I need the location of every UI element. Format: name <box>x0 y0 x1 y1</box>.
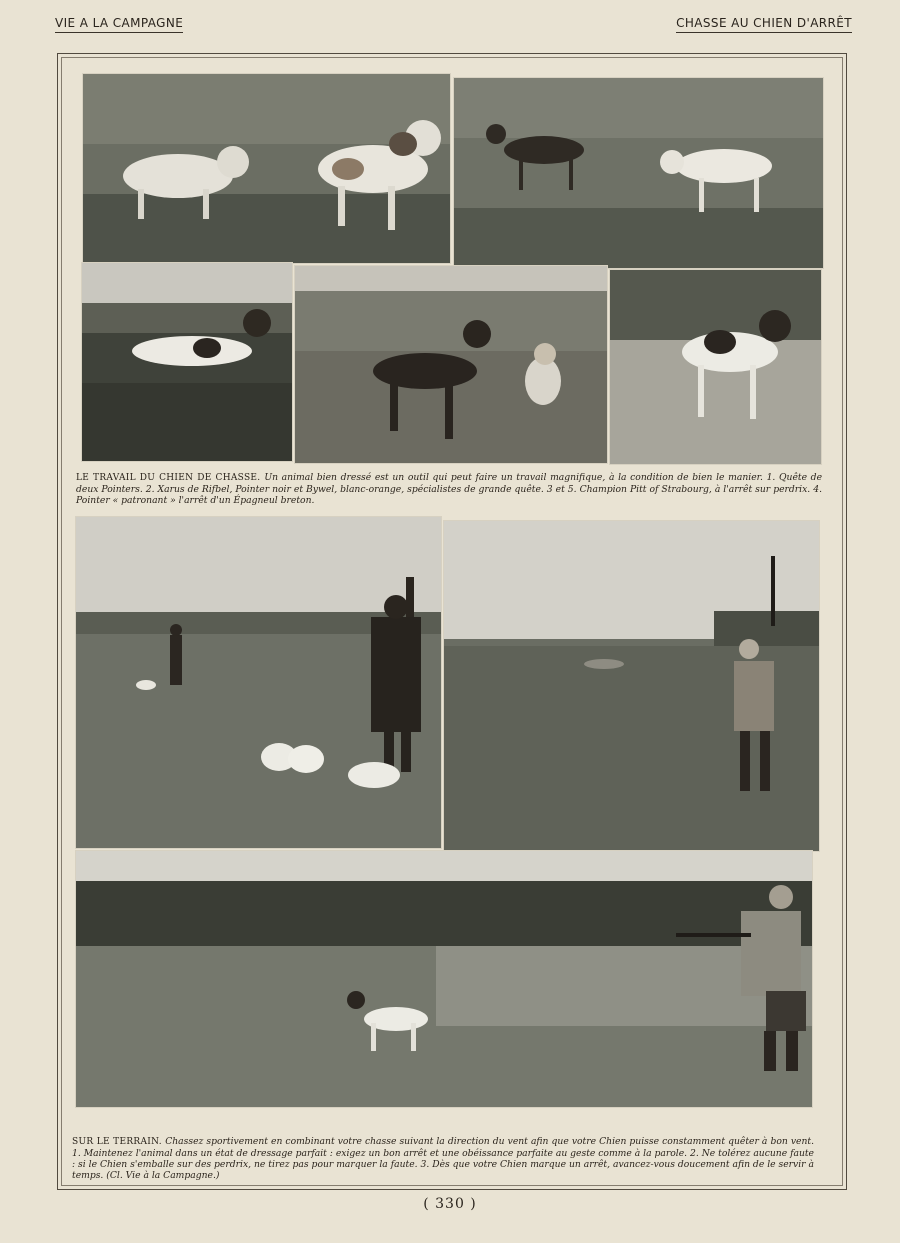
caption-dog-work-text: Un animal bien dressé est un outil qui peut faire un travail magnifique, à la condition de bien le manier. 1. Quête de deux Pointers. 2. Xarus de Rifbel, Pointer noir et Bywel, blanc-orange, spécialistes de grande quête. 3 et 5. Champion Pitt of Strabourg, à l'arrêt sur perdrix. 4. Pointer « patronant » l'arrêt d'un Épagneul breton. <box>76 472 823 506</box>
caption-dog-work <box>76 472 822 506</box>
caption-in-the-field <box>72 1136 814 1181</box>
section-title: CHASSE AU CHIEN D'ARRÊT <box>676 16 852 33</box>
photo-pointer-in-brush <box>82 263 292 461</box>
page-number: ( 330 ) <box>423 1196 477 1212</box>
running-header <box>55 12 852 36</box>
caption-in-the-field-text: Chassez sportivement en combinant votre chasse suivant la direction du vent afin que votre Chien puisse constamment quêter à bon vent. 1. Maintenez l'animal dans un état de dressage parfait : exigez un bon arrêt et une obéissance parfaite au geste comme à la parole. 2. Ne tolérez aucune faute : si le Chien s'emballe sur des perdrix, ne tirez pas pour marquer la faute. 3. Dès que votre Chien marque un arrêt, avancez-vous doucement afin de le servir à temps. (Cl. Vie à la Campagne.) <box>72 1136 814 1181</box>
photo-black-and-white-pointers <box>454 78 823 268</box>
photo-pointer-backing-spaniel <box>295 266 607 463</box>
magazine-title: VIE A LA CAMPAGNE <box>55 16 183 33</box>
photo-two-pointers <box>83 74 450 263</box>
photo-hunter-raised-gun <box>444 521 819 851</box>
photo-pointer-on-plowed-land <box>610 270 821 464</box>
photo-handler-with-dogs <box>76 517 441 848</box>
photo-hunter-aiming-over-pointer <box>76 851 812 1107</box>
caption-in-the-field-title: SUR LE TERRAIN. <box>72 1137 166 1147</box>
caption-dog-work-title: LE TRAVAIL DU CHIEN DE CHASSE. <box>76 473 265 483</box>
